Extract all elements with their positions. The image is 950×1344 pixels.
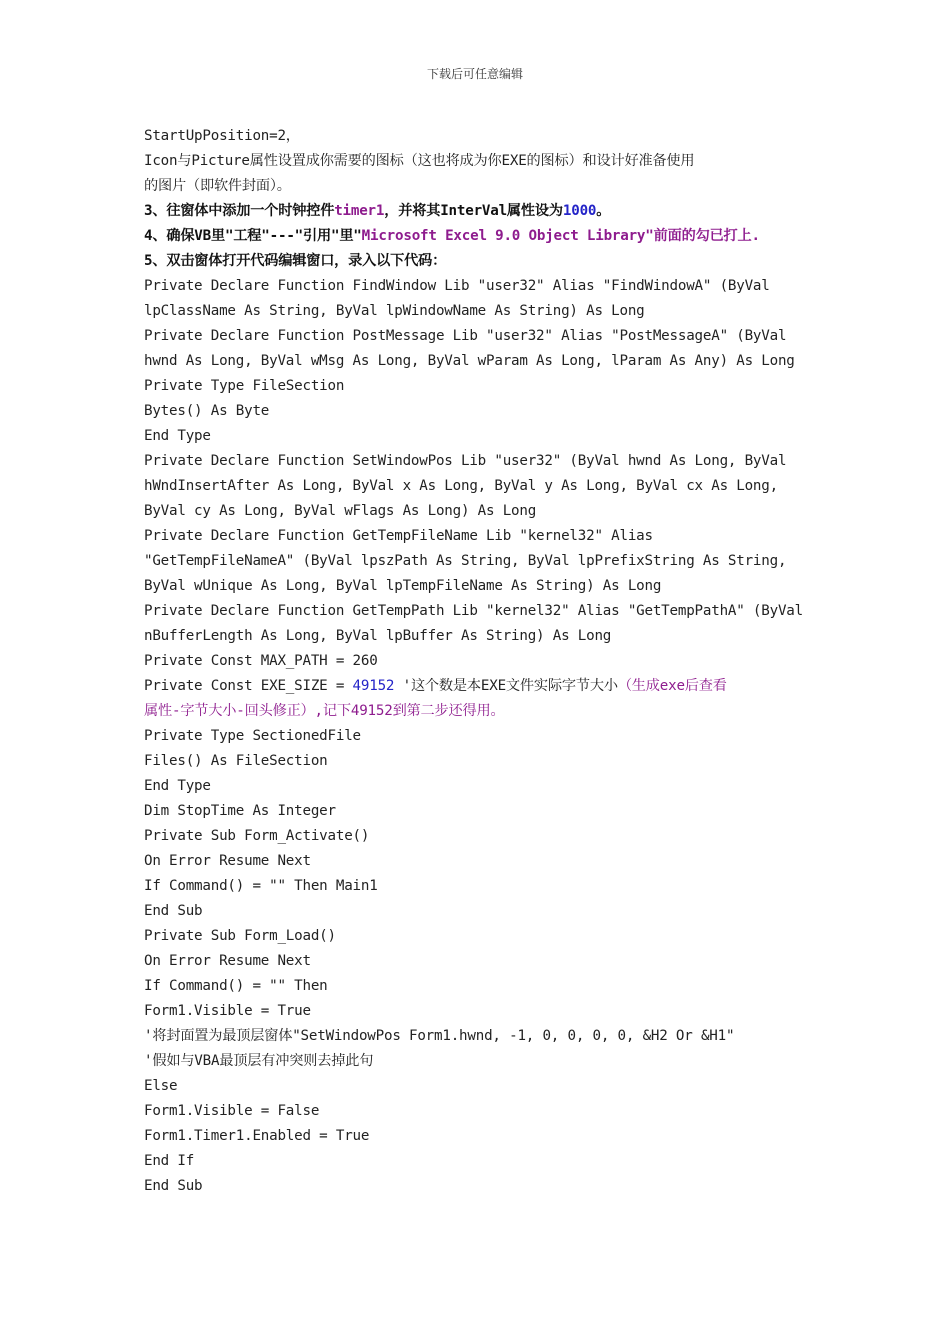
text-segment: Private Declare Function GetTempPath Lib "kernel32" Alias "GetTempPathA" (ByVal bbox=[144, 603, 803, 619]
text-segment: Private Sub Form_Load() bbox=[144, 928, 336, 944]
text-segment: Form1.Timer1.Enabled = True bbox=[144, 1128, 370, 1144]
text-segment: Else bbox=[144, 1078, 178, 1094]
text-segment: StartUpPosition=2， bbox=[144, 128, 300, 144]
text-segment: nBufferLength As Long, ByVal lpBuffer As String) As Long bbox=[144, 628, 612, 644]
text-line bbox=[144, 1174, 824, 1199]
text-segment: Form1.Visible = False bbox=[144, 1103, 320, 1119]
text-segment: '将封面置为最顶层窗体"SetWindowPos Form1.hwnd, -1, 0, 0, 0, 0, &H2 Or &H1" bbox=[144, 1028, 735, 1044]
text-line bbox=[144, 674, 824, 699]
text-line bbox=[144, 224, 824, 249]
text-line bbox=[144, 149, 824, 174]
text-segment: Microsoft Excel 9.0 Object Library"前面的勾已打上. bbox=[361, 228, 760, 244]
text-segment: Private Type SectionedFile bbox=[144, 728, 361, 744]
text-segment: '这个数是本EXE文件实际字节大小 bbox=[394, 678, 618, 694]
text-segment: 。 bbox=[596, 203, 611, 219]
text-line bbox=[144, 1099, 824, 1124]
text-segment: Private Const MAX_PATH = 260 bbox=[144, 653, 378, 669]
text-segment: On Error Resume Next bbox=[144, 953, 311, 969]
text-segment: ByVal cy As Long, ByVal wFlags As Long) As Long bbox=[144, 503, 537, 519]
text-line bbox=[144, 1149, 824, 1174]
text-segment: End Type bbox=[144, 778, 211, 794]
text-segment: hWndInsertAfter As Long, ByVal x As Long, ByVal y As Long, ByVal cx As Long, bbox=[144, 478, 778, 494]
text-segment: If Command() = "" Then Main1 bbox=[144, 878, 378, 894]
text-segment: Private Type FileSection bbox=[144, 378, 345, 394]
text-segment: 1000 bbox=[562, 203, 597, 219]
text-segment: Bytes() As Byte bbox=[144, 403, 270, 419]
text-segment: On Error Resume Next bbox=[144, 853, 311, 869]
text-segment: （生成exe后查看 bbox=[617, 678, 727, 694]
text-segment: 4、确保VB里"工程"---"引用"里" bbox=[144, 228, 362, 244]
text-line bbox=[144, 299, 824, 324]
text-line bbox=[144, 749, 824, 774]
text-segment: End Sub bbox=[144, 1178, 203, 1194]
page-header: 下载后可任意编辑 bbox=[426, 67, 523, 81]
text-line bbox=[144, 774, 824, 799]
text-line bbox=[144, 974, 824, 999]
text-line bbox=[144, 699, 824, 724]
text-segment: Private Sub Form_Activate() bbox=[144, 828, 370, 844]
text-segment: 5、双击窗体打开代码编辑窗口，录入以下代码： bbox=[144, 253, 447, 269]
text-line bbox=[144, 374, 824, 399]
text-line bbox=[144, 624, 824, 649]
text-line bbox=[144, 549, 824, 574]
text-segment: Private Declare Function SetWindowPos Lib "user32" (ByVal hwnd As Long, ByVal bbox=[144, 453, 787, 469]
text-line bbox=[144, 1124, 824, 1149]
text-line bbox=[144, 999, 824, 1024]
text-segment: End Type bbox=[144, 428, 211, 444]
text-line bbox=[144, 724, 824, 749]
text-line bbox=[144, 924, 824, 949]
text-line bbox=[144, 274, 824, 299]
text-line bbox=[144, 899, 824, 924]
text-segment: Dim StopTime As Integer bbox=[144, 803, 336, 819]
text-segment: ,记下49152到第二步还得用。 bbox=[314, 703, 505, 719]
document-body bbox=[144, 124, 824, 1199]
text-segment: Private Declare Function PostMessage Lib "user32" Alias "PostMessageA" (ByVal bbox=[144, 328, 787, 344]
text-segment: lpClassName As String, ByVal lpWindowName As String) As Long bbox=[144, 303, 645, 319]
text-line bbox=[144, 499, 824, 524]
text-line bbox=[144, 599, 824, 624]
text-line bbox=[144, 1049, 824, 1074]
text-line bbox=[144, 1074, 824, 1099]
text-segment: 49152 bbox=[352, 678, 395, 694]
text-segment: Icon与Picture属性设置成你需要的图标（这也将成为你EXE的图标）和设计好准备使用 bbox=[144, 153, 695, 169]
text-line bbox=[144, 174, 824, 199]
text-line bbox=[144, 824, 824, 849]
text-line bbox=[144, 124, 824, 149]
text-segment: End If bbox=[144, 1153, 195, 1169]
text-segment: End Sub bbox=[144, 903, 203, 919]
text-line bbox=[144, 199, 824, 224]
text-segment: ，并将其InterVal属性设为 bbox=[384, 203, 563, 219]
text-segment: Form1.Visible = True bbox=[144, 1003, 311, 1019]
text-segment: 属性-字节大小-回头修正） bbox=[144, 703, 315, 719]
text-line bbox=[144, 524, 824, 549]
text-line bbox=[144, 349, 824, 374]
text-line bbox=[144, 449, 824, 474]
text-line bbox=[144, 1024, 824, 1049]
text-line bbox=[144, 249, 824, 274]
text-line bbox=[144, 649, 824, 674]
text-segment: Files() As FileSection bbox=[144, 753, 328, 769]
text-line bbox=[144, 424, 824, 449]
text-line bbox=[144, 874, 824, 899]
text-segment: 的图片（即软件封面）。 bbox=[144, 178, 291, 194]
text-segment: "GetTempFileNameA" (ByVal lpszPath As String, ByVal lpPrefixString As String, bbox=[144, 553, 787, 569]
text-segment: ByVal wUnique As Long, ByVal lpTempFileName As String) As Long bbox=[144, 578, 662, 594]
text-segment: Private Const EXE_SIZE = bbox=[144, 678, 353, 694]
text-line bbox=[144, 574, 824, 599]
text-segment: Private Declare Function GetTempFileName Lib "kernel32" Alias bbox=[144, 528, 653, 544]
text-line bbox=[144, 399, 824, 424]
text-segment: Private Declare Function FindWindow Lib "user32" Alias "FindWindowA" (ByVal bbox=[144, 278, 770, 294]
text-line bbox=[144, 324, 824, 349]
text-line bbox=[144, 474, 824, 499]
text-line bbox=[144, 849, 824, 874]
text-segment: If Command() = "" Then bbox=[144, 978, 328, 994]
text-segment: '假如与VBA最顶层有冲突则去掉此句 bbox=[144, 1053, 374, 1069]
text-segment: timer1 bbox=[334, 203, 385, 219]
text-segment: hwnd As Long, ByVal wMsg As Long, ByVal wParam As Long, lParam As Any) As Long bbox=[144, 353, 795, 369]
text-line bbox=[144, 799, 824, 824]
text-line bbox=[144, 949, 824, 974]
text-segment: 3、往窗体中添加一个时钟控件 bbox=[144, 203, 335, 219]
